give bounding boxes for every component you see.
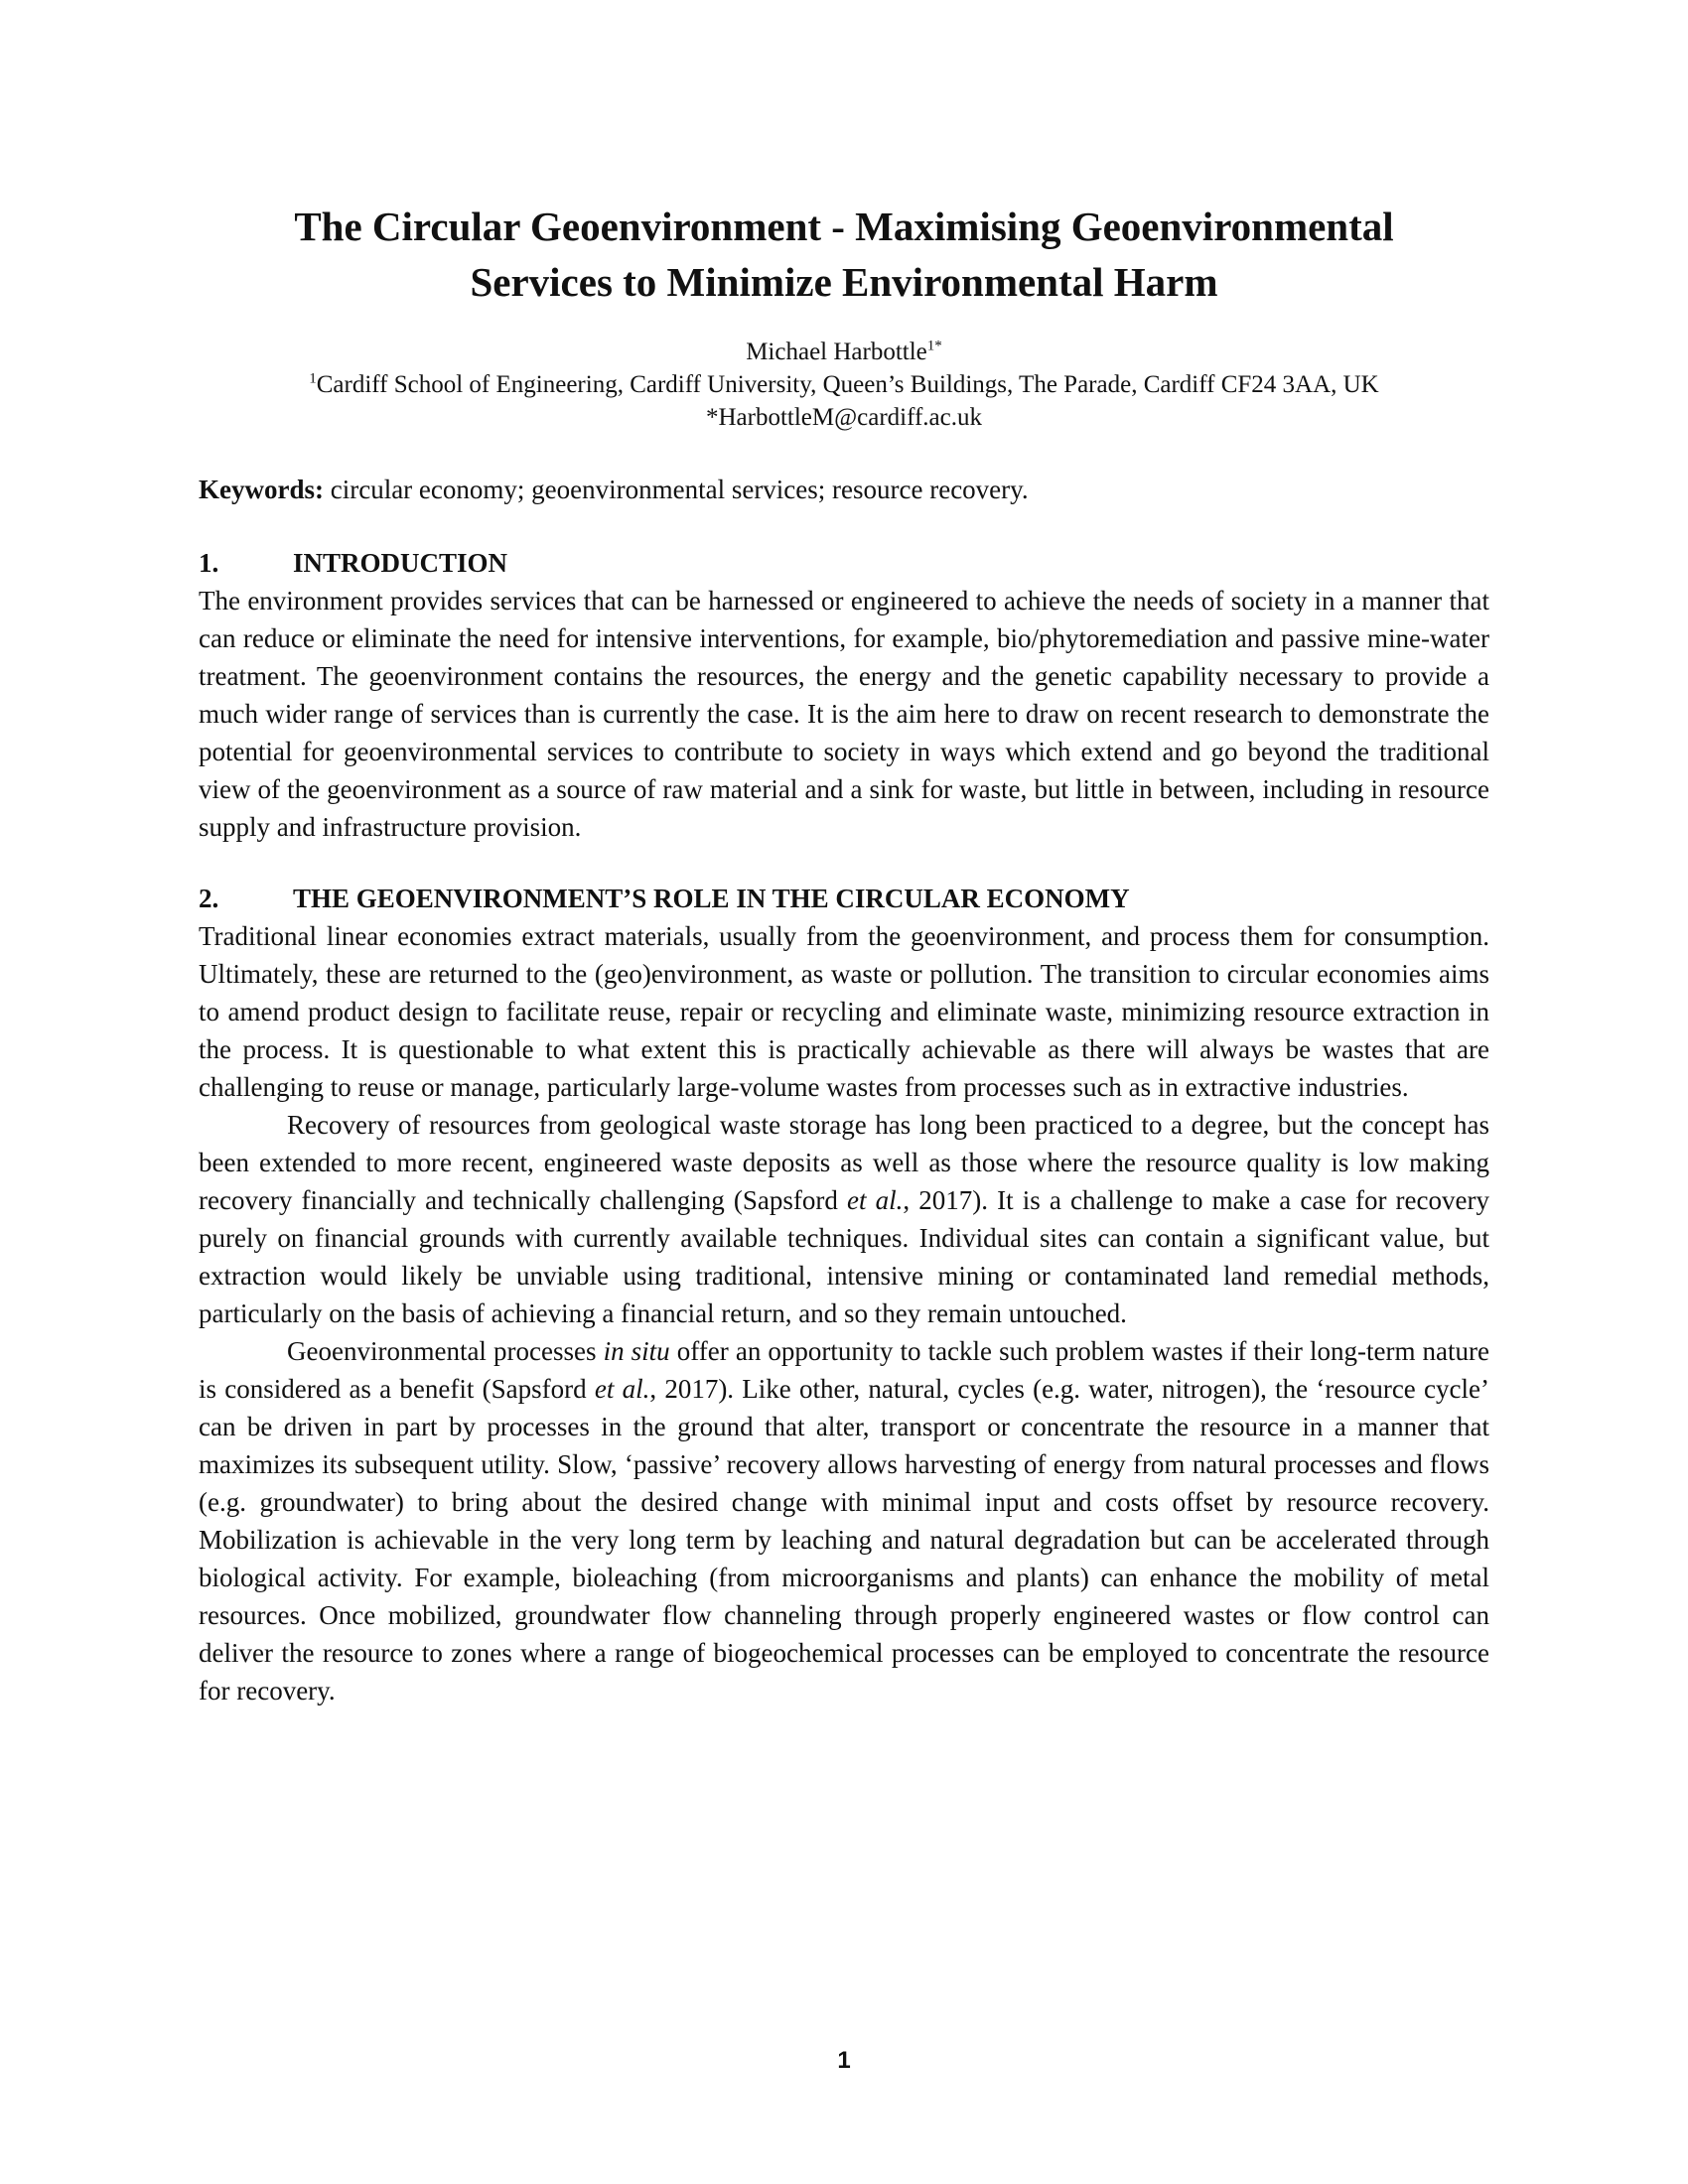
- italic-run: et al.: [594, 1374, 650, 1404]
- page-number: 1: [837, 2047, 851, 2074]
- keywords-text: circular economy; geoenvironmental services; resource recovery.: [323, 475, 1029, 504]
- affiliation: Cardiff School of Engineering, Cardiff University, Queen’s Buildings, The Parade, Cardiff CF24 3AA, UK: [316, 371, 1379, 398]
- text-run: , 2017). Like other, natural, cycles (e.g. water, nitrogen), the ‘resource cycle’ can be driven in part by processes in the ground that alter, transport or concentrate the resource in a manner that maximizes its subsequent utility. Slow, ‘passive’ recovery allows harvesting of energy from natural processes and flows (e.g. groundwater) to bring about the desired change with minimal input and costs offset by resource recovery. Mobilization is achievable in the very long term by leaching and natural degradation but can be accelerated through biological activity. For example, bioleaching (from microorganisms and plants) can enhance the mobility of metal resources. Once mobilized, groundwater flow channeling through properly engineered wastes or flow control can deliver the resource to zones where a range of biogeochemical processes can be employed to concentrate the resource for recovery.: [199, 1374, 1489, 1706]
- text-run: , 2017). It is a challenge to make a case for recovery purely on financial grounds with currently available techniques. Individual sites can contain a significant value, but extraction would likely be unviable using traditional, intensive mining or contaminated land remedial methods, particularly on the basis of achieving a financial return, and so they remain untouched.: [199, 1185, 1489, 1328]
- body-paragraph-2: [199, 1106, 1489, 1332]
- text-run: Recovery of resources from geological waste storage has long been practiced to a degree, but the concept has been extended to more recent, engineered waste deposits as well as those where the resource quality is low making recovery financially and technically challenging (Sapsford: [199, 1110, 1489, 1215]
- section-number: 1.: [199, 548, 219, 578]
- section-heading-circular-economy: [199, 880, 1489, 917]
- keywords: [199, 471, 1489, 508]
- email-line: *HarbottleM@cardiff.ac.uk: [705, 404, 982, 431]
- text-run: Geoenvironmental processes: [287, 1336, 604, 1366]
- body-paragraph-3: [199, 1332, 1489, 1709]
- affiliation-line: [199, 368, 1489, 401]
- keywords-label: Keywords:: [199, 475, 324, 504]
- paper-title: [199, 199, 1489, 310]
- text-run: offer an opportunity to tackle such problem wastes if their long-term nature is considered as a benefit (Sapsford: [199, 1336, 1489, 1404]
- section-number: 2.: [199, 884, 219, 913]
- italic-run: in situ: [603, 1336, 670, 1366]
- section-title: INTRODUCTION: [293, 548, 508, 578]
- section-title: THE GEOENVIRONMENT’S ROLE IN THE CIRCULAR ECONOMY: [293, 884, 1130, 913]
- italic-run: et al.: [847, 1185, 904, 1215]
- body-paragraph-1: Traditional linear economies extract materials, usually from the geoenvironment, and process them for consumption. Ultimately, these are returned to the (geo)environment, as waste or pollution. The transition to circular economies aims to amend product design to facilitate reuse, repair or recycling and eliminate waste, minimizing resource extraction in the process. It is questionable to what extent this is practically achievable as there will always be wastes that are challenging to reuse or manage, particularly large-volume wastes from processes such as in extractive industries.: [199, 921, 1489, 1102]
- affiliation-superscript: 1: [309, 370, 317, 387]
- introduction-paragraph: The environment provides services that can be harnessed or engineered to achieve the needs of society in a manner that can reduce or eliminate the need for intensive interventions, for example, bio/phytoremediation and passive mine-water treatment. The geoenvironment contains the resources, the energy and the genetic capability necessary to provide a much wider range of services than is currently the case. It is the aim here to draw on recent research to demonstrate the potential for geoenvironmental services to contribute to society in ways which extend and go beyond the traditional view of the geoenvironment as a source of raw material and a sink for waste, but little in between, including in resource supply and infrastructure provision.: [199, 586, 1489, 842]
- title-line-1: The Circular Geoenvironment - Maximising Geoenvironmental: [294, 204, 1394, 249]
- title-line-2: Services to Minimize Environmental Harm: [470, 259, 1218, 305]
- author-line: [199, 336, 1489, 368]
- author-block: [199, 336, 1489, 434]
- author-name: Michael Harbottle: [746, 339, 927, 365]
- section-heading-introduction: [199, 544, 1489, 582]
- paper-page: [199, 199, 1489, 1709]
- author-superscript: 1*: [926, 338, 942, 354]
